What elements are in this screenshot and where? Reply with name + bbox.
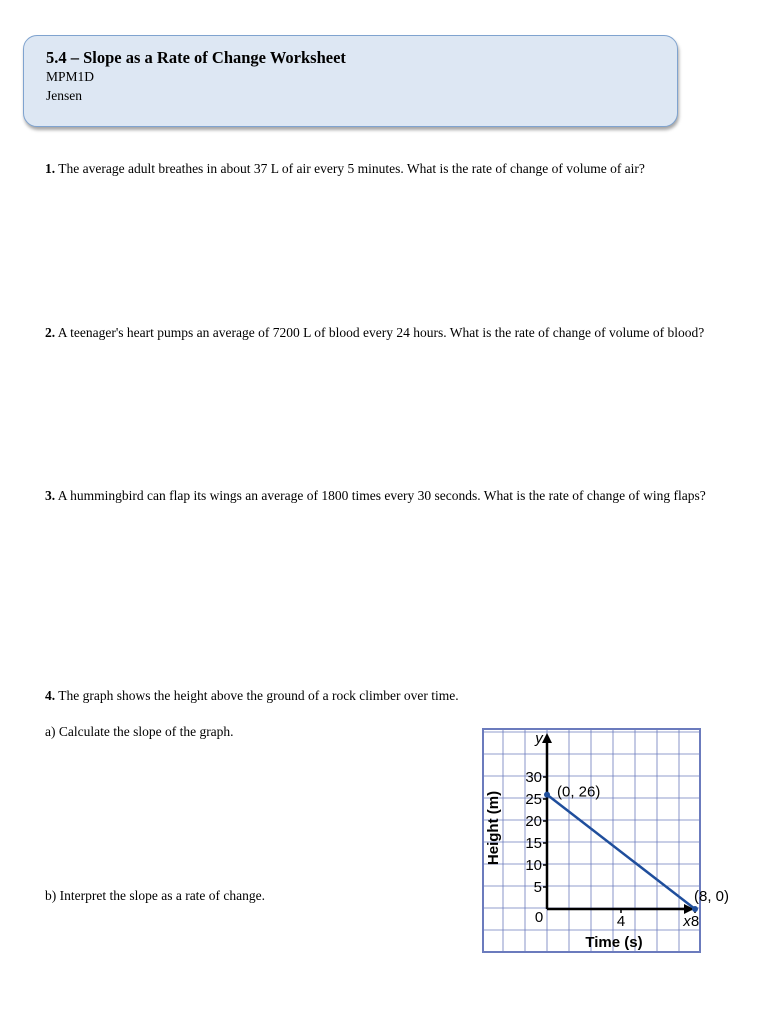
graph-frame [483,729,700,952]
data-point [692,906,698,912]
question-text: The graph shows the height above the ground of a rock climber over time. [58,688,459,703]
y-tick-label: 30 [525,769,542,786]
question-number: 2. [45,325,56,340]
question-1 [45,159,720,178]
y-tick-label: 10 [525,857,542,874]
teacher-name: Jensen [46,88,82,103]
question-4 [45,686,720,705]
y-axis-title: Height (m) [485,790,502,866]
x-tick-label: 4 [616,913,626,930]
question-2 [45,323,720,342]
height-time-graph [482,728,730,954]
question-number: 1. [45,161,56,176]
origin-label: 0 [534,909,544,926]
data-point [544,792,550,798]
y-tick-label: 5 [533,879,542,896]
grid-lines [483,729,700,952]
tick-labels [525,769,699,930]
y-tick-label: 20 [525,813,542,830]
data-series [544,784,729,912]
question-text: The average adult breathes in about 37 L of air every 5 minutes. What is the rate of change of volume of air? [58,161,645,176]
part-a-prompt: a) Calculate the slope of the graph. [45,724,234,739]
question-number: 3. [45,488,56,503]
data-point-label: (8, 0) [694,888,730,905]
question-text: A teenager's heart pumps an average of 7200 L of blood every 24 hours. What is the rate of change of volume of blood? [57,325,705,340]
y-axis-letter: y [535,730,543,747]
worksheet-header [23,35,678,127]
question-text: A hummingbird can flap its wings an average of 1800 times every 30 seconds. What is the rate of change of wing flaps? [57,488,706,503]
worksheet-title: 5.4 – Slope as a Rate of Change Worksheet [46,48,346,67]
axes [542,733,694,914]
y-axis-arrow [542,733,552,743]
question-3 [45,486,720,505]
x-axis-letter: x [683,913,691,930]
x-tick-label: 8 [690,913,700,930]
y-tick-label: 15 [525,835,542,852]
x-axis-title: Time (s) [585,934,643,951]
data-point-label: (0, 26) [557,783,601,801]
part-b-prompt: b) Interpret the slope as a rate of change. [45,888,266,903]
course-code: MPM1D [46,69,95,84]
y-tick-label: 25 [525,791,542,808]
question-number: 4. [45,688,56,703]
